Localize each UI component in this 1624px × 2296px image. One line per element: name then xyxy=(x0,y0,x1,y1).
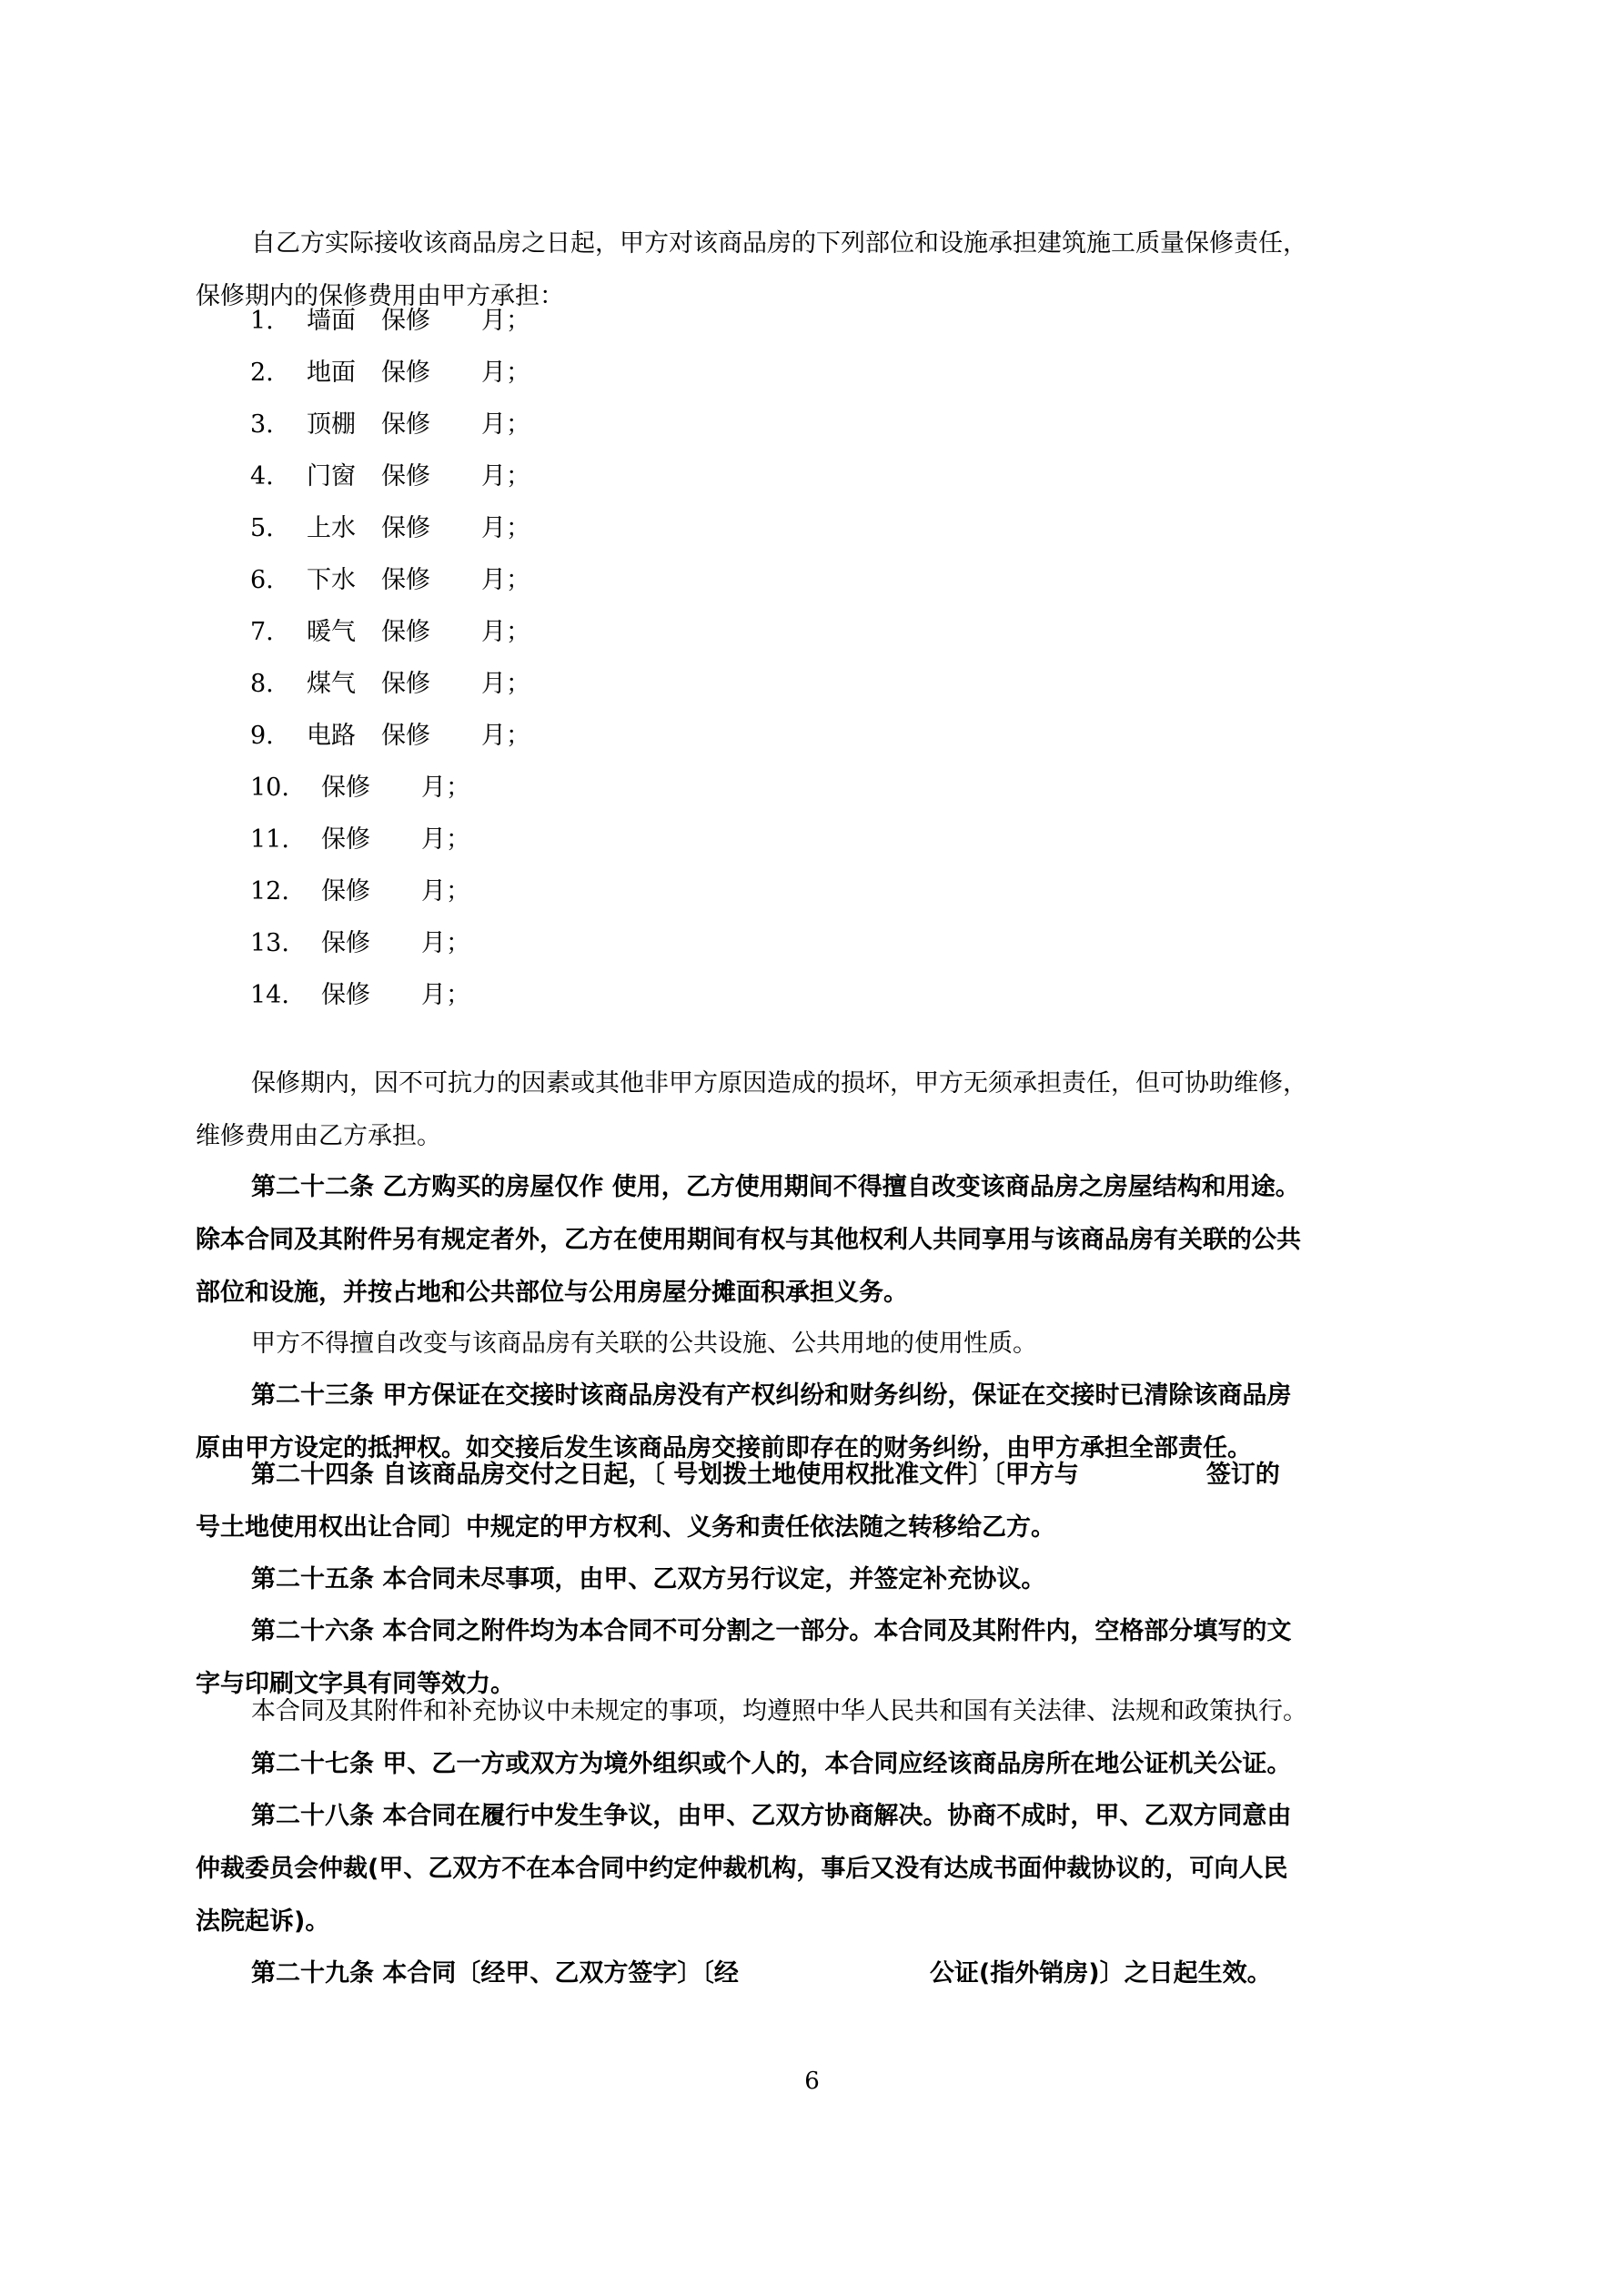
warranty-item: 8. 煤气 保修 月； xyxy=(250,670,530,698)
applicable-law-paragraph: 本合同及其附件和补充协议中未规定的事项，均遵照中华人民共和国有关法律、法规和政策执行。 xyxy=(251,1697,1307,1725)
warranty-item: 12. 保修 月； xyxy=(250,877,470,905)
article-24: 第二十四条 自该商品房交付之日起，〔 号划拨土地使用权批准文件〕〔甲方与 签订的 号土地使用权出让合同〕中规定的甲方权利、义务和责任依法随之转移给乙方。 xyxy=(196,1461,1280,1542)
force-majeure-paragraph: 保修期内，因不可抗力的因素或其他非甲方原因造成的损坏，甲方无须承担责任，但可协助维修， 维修费用由乙方承担。 xyxy=(196,1069,1307,1150)
warranty-item: 13. 保修 月； xyxy=(250,929,470,957)
warranty-item: 4. 门窗 保修 月； xyxy=(250,462,530,491)
public-facilities-paragraph: 甲方不得擅自改变与该商品房有关联的公共设施、公共用地的使用性质。 xyxy=(251,1330,1037,1358)
article-23: 第二十三条 甲方保证在交接时该商品房没有产权纠纷和财务纠纷，保证在交接时已清除该商品房 原由甲方设定的抵押权。如交接后发生该商品房交接前即存在的财务纠纷，由甲方承担全部责任。 xyxy=(196,1381,1292,1462)
article-22: 第二十二条 乙方购买的房屋仅作 使用，乙方使用期间不得擅自改变该商品房之房屋结构和用途。 除本合同及其附件另有规定者外，乙方在使用期间有权与其他权利人共同享用与该商品房有关联的公共 部位和设施，并按占地和公共部位与公用房屋分摊面积承担义务。 xyxy=(196,1173,1301,1307)
warranty-item: 10. 保修 月； xyxy=(250,774,470,802)
warranty-item: 2. 地面 保修 月； xyxy=(250,359,530,387)
warranty-item: 9. 电路 保修 月； xyxy=(250,722,530,750)
warranty-intro-line2: 保修期内的保修费用由甲方承担： xyxy=(196,282,564,310)
warranty-item: 6. 下水 保修 月； xyxy=(250,566,530,594)
article-25: 第二十五条 本合同未尽事项，由甲、乙双方另行议定，并签定补充协议。 xyxy=(251,1565,1046,1593)
warranty-item: 3. 顶棚 保修 月； xyxy=(250,410,530,439)
warranty-item: 7. 暖气 保修 月； xyxy=(250,618,530,646)
warranty-item: 11. 保修 月； xyxy=(250,825,470,854)
warranty-item: 1. 墙面 保修 月； xyxy=(250,307,530,335)
article-29: 第二十九条 本合同〔经甲、乙双方签字〕〔经 公证(指外销房)〕之日起生效。 xyxy=(251,1959,1272,1988)
warranty-item-list xyxy=(250,295,530,1021)
warranty-item: 5. 上水 保修 月； xyxy=(250,514,530,542)
article-28: 第二十八条 本合同在履行中发生争议，由甲、乙双方协商解决。协商不成时，甲、乙双方同意由 仲裁委员会仲裁(甲、乙双方不在本合同中约定仲裁机构，事后又没有达成书面仲裁协议的，可向人民 法院起诉)。 xyxy=(196,1802,1292,1936)
warranty-item: 14. 保修 月； xyxy=(250,981,470,1009)
page-number: 6 xyxy=(804,2068,820,2095)
warranty-intro-line1: 自乙方实际接收该商品房之日起，甲方对该商品房的下列部位和设施承担建筑施工质量保修责任， xyxy=(251,229,1307,258)
article-27: 第二十七条 甲、乙一方或双方为境外组织或个人的，本合同应经该商品房所在地公证机关公证。 xyxy=(251,1750,1292,1778)
article-26: 第二十六条 本合同之附件均为本合同不可分割之一部分。本合同及其附件内，空格部分填写的文 字与印刷文字具有同等效力。 xyxy=(196,1617,1292,1698)
